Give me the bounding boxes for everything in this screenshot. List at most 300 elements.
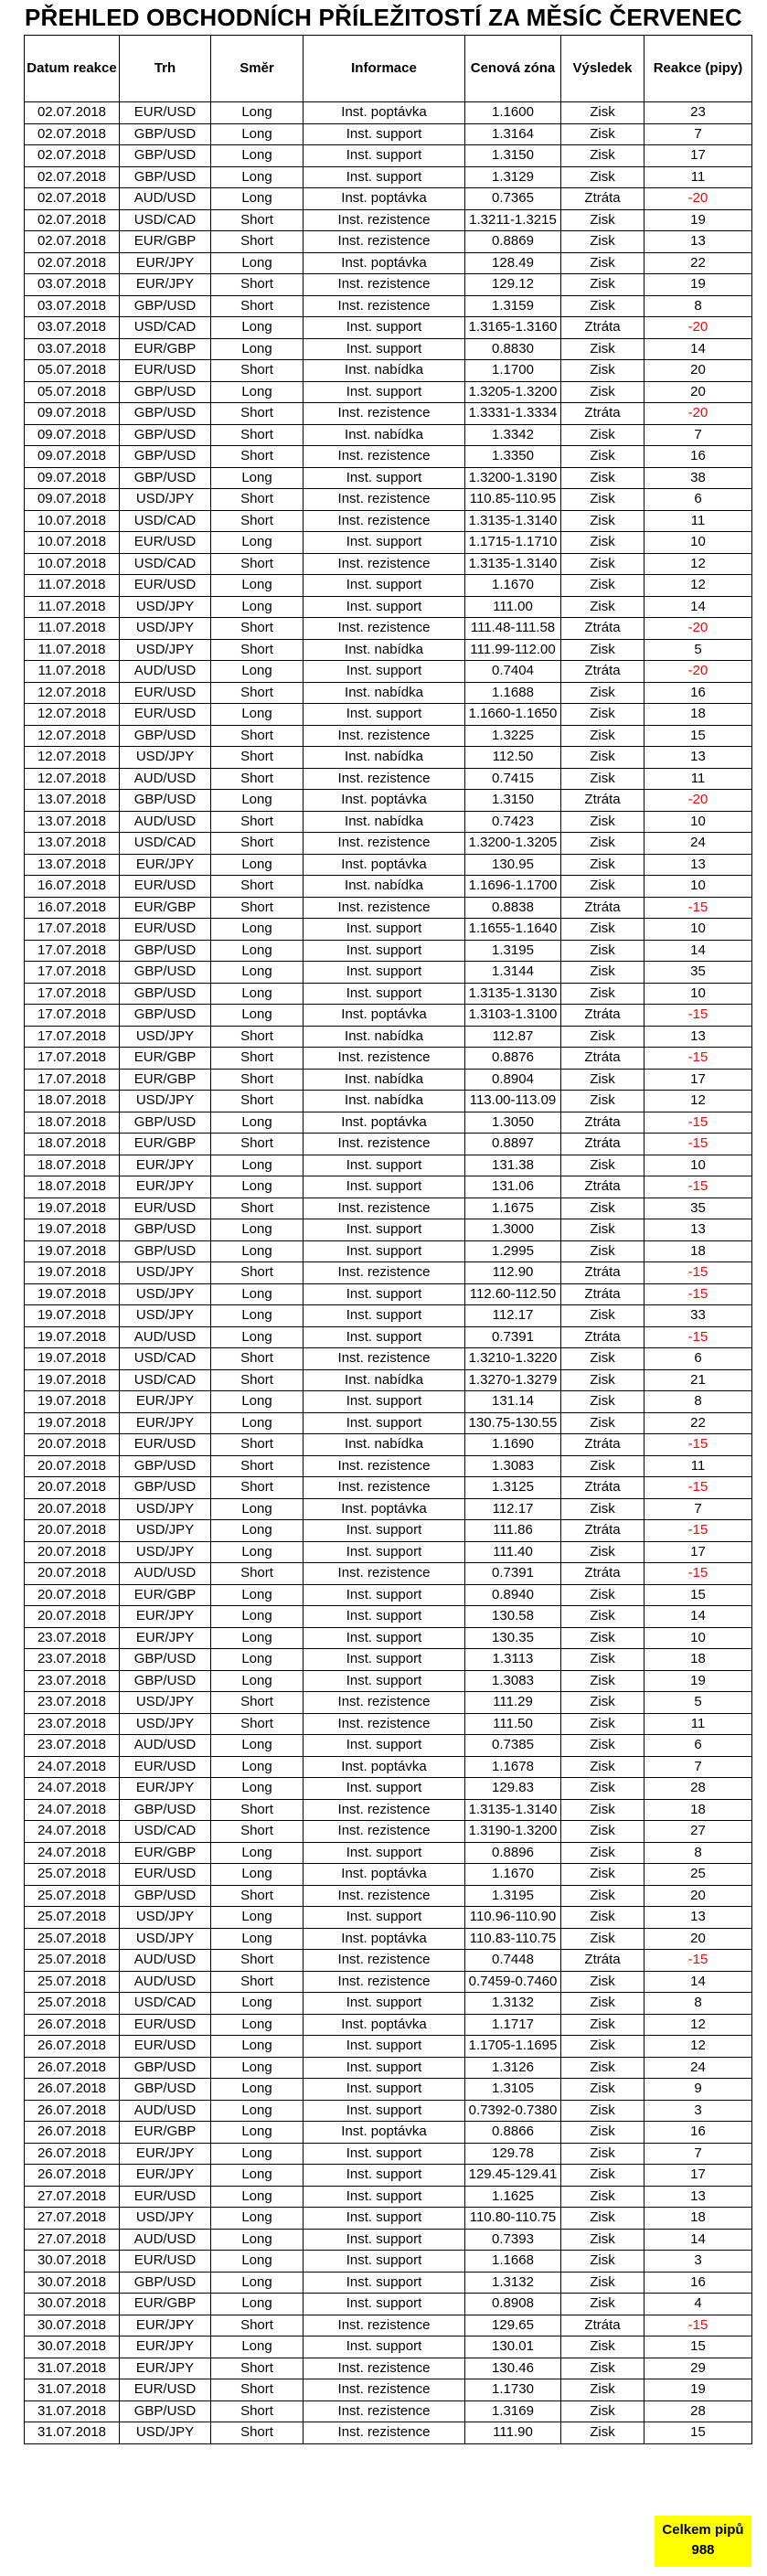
cell-result: Ztráta — [561, 1520, 644, 1542]
cell-direction: Long — [211, 2229, 304, 2251]
cell-price-zone: 0.7415 — [465, 768, 561, 790]
cell-direction: Short — [211, 811, 304, 833]
cell-price-zone: 1.3132 — [465, 2272, 561, 2294]
cell-direction: Short — [211, 553, 304, 575]
cell-direction: Long — [211, 1498, 304, 1520]
header-pips: Reakce (pipy) — [644, 36, 752, 102]
cell-market: GBP/USD — [120, 446, 211, 468]
cell-date: 03.07.2018 — [25, 274, 120, 296]
cell-result: Zisk — [561, 747, 644, 769]
cell-market: EUR/JPY — [120, 854, 211, 876]
cell-market: USD/JPY — [120, 1541, 211, 1563]
cell-information: Inst. support — [304, 467, 465, 489]
cell-pips: 14 — [644, 596, 752, 618]
cell-price-zone: 1.3159 — [465, 295, 561, 317]
cell-information: Inst. support — [304, 1155, 465, 1176]
cell-direction: Short — [211, 768, 304, 790]
cell-direction: Long — [211, 2100, 304, 2122]
cell-information: Inst. support — [304, 381, 465, 403]
cell-information: Inst. support — [304, 2100, 465, 2122]
cell-direction: Long — [211, 2336, 304, 2358]
cell-direction: Long — [211, 317, 304, 339]
cell-market: AUD/USD — [120, 661, 211, 683]
cell-price-zone: 1.1690 — [465, 1434, 561, 1456]
cell-market: EUR/GBP — [120, 897, 211, 919]
table-row — [25, 2251, 752, 2273]
cell-market: USD/JPY — [120, 1283, 211, 1305]
cell-price-zone: 1.3125 — [465, 1477, 561, 1499]
cell-information: Inst. support — [304, 1670, 465, 1692]
cell-result: Zisk — [561, 123, 644, 145]
cell-market: GBP/USD — [120, 1477, 211, 1499]
cell-pips: 15 — [644, 725, 752, 747]
table-row — [25, 1262, 752, 1284]
cell-date: 03.07.2018 — [25, 317, 120, 339]
cell-pips: 15 — [644, 2422, 752, 2444]
cell-date: 09.07.2018 — [25, 446, 120, 468]
cell-pips: 10 — [644, 1155, 752, 1176]
cell-price-zone: 0.7404 — [465, 661, 561, 683]
cell-date: 09.07.2018 — [25, 424, 120, 446]
cell-information: Inst. support — [304, 2079, 465, 2101]
cell-information: Inst. support — [304, 1584, 465, 1606]
cell-information: Inst. support — [304, 1176, 465, 1198]
table-row — [25, 1391, 752, 1413]
cell-information: Inst. rezistence — [304, 1950, 465, 1972]
cell-information: Inst. support — [304, 1842, 465, 1864]
cell-information: Inst. support — [304, 166, 465, 188]
table-row — [25, 1348, 752, 1370]
cell-result: Zisk — [561, 1219, 644, 1241]
cell-market: AUD/USD — [120, 188, 211, 210]
cell-direction: Long — [211, 661, 304, 683]
cell-information: Inst. support — [304, 1735, 465, 1757]
cell-market: EUR/USD — [120, 2186, 211, 2208]
cell-pips: 12 — [644, 1091, 752, 1112]
cell-date: 19.07.2018 — [25, 1348, 120, 1370]
cell-direction: Long — [211, 2165, 304, 2187]
cell-market: AUD/USD — [120, 1950, 211, 1972]
cell-price-zone: 1.2995 — [465, 1240, 561, 1262]
cell-result: Zisk — [561, 274, 644, 296]
cell-date: 23.07.2018 — [25, 1735, 120, 1757]
cell-pips: 17 — [644, 1541, 752, 1563]
cell-direction: Long — [211, 2251, 304, 2273]
cell-pips: 13 — [644, 854, 752, 876]
cell-direction: Long — [211, 2057, 304, 2079]
cell-market: EUR/USD — [120, 2379, 211, 2401]
cell-direction: Long — [211, 252, 304, 274]
table-row — [25, 2229, 752, 2251]
cell-result: Zisk — [561, 854, 644, 876]
cell-information: Inst. rezistence — [304, 2315, 465, 2336]
table-row — [25, 295, 752, 317]
cell-information: Inst. poptávka — [304, 1864, 465, 1886]
cell-result: Zisk — [561, 338, 644, 360]
cell-price-zone: 112.17 — [465, 1498, 561, 1520]
cell-date: 19.07.2018 — [25, 1391, 120, 1413]
cell-result: Zisk — [561, 1971, 644, 1993]
cell-pips: 28 — [644, 2400, 752, 2422]
cell-market: GBP/USD — [120, 790, 211, 812]
cell-information: Inst. poptávka — [304, 1756, 465, 1778]
cell-market: EUR/GBP — [120, 338, 211, 360]
cell-information: Inst. poptávka — [304, 2014, 465, 2036]
cell-direction: Long — [211, 1864, 304, 1886]
cell-result: Ztráta — [561, 1434, 644, 1456]
cell-price-zone: 110.96-110.90 — [465, 1907, 561, 1929]
table-row — [25, 768, 752, 790]
cell-market: EUR/USD — [120, 2014, 211, 2036]
cell-market: GBP/USD — [120, 1885, 211, 1907]
cell-price-zone: 130.46 — [465, 2358, 561, 2379]
cell-date: 24.07.2018 — [25, 1799, 120, 1821]
cell-date: 11.07.2018 — [25, 618, 120, 640]
cell-market: GBP/USD — [120, 725, 211, 747]
cell-pips: 27 — [644, 1821, 752, 1843]
cell-price-zone: 111.90 — [465, 2422, 561, 2444]
cell-date: 13.07.2018 — [25, 854, 120, 876]
cell-market: EUR/USD — [120, 1198, 211, 1219]
cell-direction: Long — [211, 2272, 304, 2294]
cell-date: 31.07.2018 — [25, 2422, 120, 2444]
cell-pips: 13 — [644, 2186, 752, 2208]
cell-direction: Long — [211, 1391, 304, 1413]
cell-result: Zisk — [561, 1993, 644, 2015]
cell-information: Inst. support — [304, 1649, 465, 1671]
table-row — [25, 790, 752, 812]
cell-price-zone: 1.3113 — [465, 1649, 561, 1671]
cell-information: Inst. rezistence — [304, 489, 465, 511]
cell-result: Zisk — [561, 639, 644, 661]
cell-result: Ztráta — [561, 661, 644, 683]
cell-result: Zisk — [561, 424, 644, 446]
cell-market: EUR/JPY — [120, 1412, 211, 1434]
cell-market: EUR/USD — [120, 1434, 211, 1456]
cell-information: Inst. support — [304, 2229, 465, 2251]
cell-price-zone: 1.3331-1.3334 — [465, 403, 561, 425]
cell-market: USD/JPY — [120, 618, 211, 640]
cell-information: Inst. support — [304, 2294, 465, 2315]
table-row — [25, 1928, 752, 1950]
cell-price-zone: 1.3195 — [465, 1885, 561, 1907]
cell-pips: 11 — [644, 768, 752, 790]
cell-direction: Short — [211, 424, 304, 446]
cell-date: 03.07.2018 — [25, 295, 120, 317]
cell-information: Inst. poptávka — [304, 252, 465, 274]
cell-information: Inst. rezistence — [304, 295, 465, 317]
cell-result: Zisk — [561, 1670, 644, 1692]
cell-market: USD/CAD — [120, 1993, 211, 2015]
cell-date: 20.07.2018 — [25, 1606, 120, 1628]
cell-information: Inst. support — [304, 940, 465, 962]
cell-direction: Long — [211, 381, 304, 403]
cell-result: Ztráta — [561, 317, 644, 339]
table-row — [25, 1369, 752, 1391]
cell-date: 24.07.2018 — [25, 1842, 120, 1864]
cell-result: Ztráta — [561, 897, 644, 919]
cell-pips: 8 — [644, 1842, 752, 1864]
cell-price-zone: 131.38 — [465, 1155, 561, 1176]
cell-result: Zisk — [561, 940, 644, 962]
cell-market: GBP/USD — [120, 166, 211, 188]
cell-pips: -15 — [644, 2315, 752, 2336]
cell-direction: Long — [211, 188, 304, 210]
cell-market: EUR/JPY — [120, 252, 211, 274]
cell-direction: Long — [211, 1670, 304, 1692]
table-row — [25, 1993, 752, 2015]
cell-market: USD/JPY — [120, 1262, 211, 1284]
cell-price-zone: 130.35 — [465, 1627, 561, 1649]
cell-result: Zisk — [561, 1498, 644, 1520]
table-row — [25, 833, 752, 855]
cell-direction: Long — [211, 596, 304, 618]
cell-direction: Short — [211, 1971, 304, 1993]
table-row — [25, 2186, 752, 2208]
cell-pips: 19 — [644, 1670, 752, 1692]
cell-result: Zisk — [561, 2336, 644, 2358]
cell-pips: 15 — [644, 1584, 752, 1606]
cell-direction: Long — [211, 940, 304, 962]
table-row — [25, 145, 752, 167]
cell-date: 02.07.2018 — [25, 102, 120, 124]
cell-information: Inst. rezistence — [304, 446, 465, 468]
cell-market: USD/JPY — [120, 639, 211, 661]
cell-result: Zisk — [561, 962, 644, 984]
cell-result: Zisk — [561, 704, 644, 726]
cell-pips: 16 — [644, 2122, 752, 2144]
cell-result: Zisk — [561, 2143, 644, 2165]
cell-date: 23.07.2018 — [25, 1627, 120, 1649]
cell-direction: Long — [211, 338, 304, 360]
table-body — [25, 102, 752, 2444]
cell-date: 13.07.2018 — [25, 811, 120, 833]
cell-information: Inst. poptávka — [304, 2122, 465, 2144]
cell-direction: Short — [211, 1348, 304, 1370]
table-row — [25, 1305, 752, 1327]
cell-market: USD/JPY — [120, 596, 211, 618]
table-row — [25, 1412, 752, 1434]
cell-pips: 12 — [644, 553, 752, 575]
table-row — [25, 1885, 752, 1907]
cell-direction: Long — [211, 919, 304, 941]
cell-result: Ztráta — [561, 2315, 644, 2336]
cell-information: Inst. rezistence — [304, 1563, 465, 1585]
cell-date: 18.07.2018 — [25, 1176, 120, 1198]
cell-result: Zisk — [561, 1069, 644, 1091]
cell-result: Zisk — [561, 2079, 644, 2101]
cell-information: Inst. nabídka — [304, 360, 465, 382]
table-row — [25, 2272, 752, 2294]
cell-pips: 5 — [644, 639, 752, 661]
cell-result: Zisk — [561, 2057, 644, 2079]
cell-pips: 14 — [644, 338, 752, 360]
cell-price-zone: 0.8904 — [465, 1069, 561, 1091]
cell-result: Zisk — [561, 1778, 644, 1800]
cell-information: Inst. rezistence — [304, 553, 465, 575]
table-row — [25, 1670, 752, 1692]
cell-pips: 28 — [644, 1778, 752, 1800]
cell-market: USD/JPY — [120, 2422, 211, 2444]
cell-price-zone: 112.60-112.50 — [465, 1283, 561, 1305]
cell-market: USD/JPY — [120, 747, 211, 769]
table-row — [25, 1155, 752, 1176]
cell-date: 19.07.2018 — [25, 1219, 120, 1241]
cell-direction: Long — [211, 1005, 304, 1027]
cell-result: Zisk — [561, 2229, 644, 2251]
cell-price-zone: 0.8838 — [465, 897, 561, 919]
cell-direction: Short — [211, 231, 304, 253]
cell-market: EUR/USD — [120, 919, 211, 941]
table-row — [25, 1950, 752, 1972]
cell-result: Zisk — [561, 1692, 644, 1714]
cell-price-zone: 0.7459-0.7460 — [465, 1971, 561, 1993]
cell-direction: Short — [211, 1434, 304, 1456]
cell-result: Ztráta — [561, 618, 644, 640]
cell-date: 17.07.2018 — [25, 983, 120, 1005]
cell-pips: -20 — [644, 403, 752, 425]
cell-direction: Long — [211, 145, 304, 167]
table-row — [25, 1326, 752, 1348]
table-row — [25, 317, 752, 339]
table-row — [25, 2014, 752, 2036]
cell-pips: 10 — [644, 532, 752, 554]
cell-direction: Long — [211, 1541, 304, 1563]
cell-price-zone: 112.87 — [465, 1026, 561, 1048]
cell-date: 26.07.2018 — [25, 2079, 120, 2101]
cell-pips: 35 — [644, 1198, 752, 1219]
cell-date: 20.07.2018 — [25, 1584, 120, 1606]
cell-direction: Short — [211, 897, 304, 919]
cell-pips: 5 — [644, 1692, 752, 1714]
cell-market: USD/JPY — [120, 2208, 211, 2230]
cell-pips: 7 — [644, 424, 752, 446]
cell-information: Inst. support — [304, 704, 465, 726]
cell-date: 30.07.2018 — [25, 2336, 120, 2358]
cell-information: Inst. support — [304, 596, 465, 618]
cell-result: Zisk — [561, 575, 644, 597]
cell-market: GBP/USD — [120, 2272, 211, 2294]
table-row — [25, 2422, 752, 2444]
cell-information: Inst. nabídka — [304, 811, 465, 833]
cell-information: Inst. support — [304, 1907, 465, 1929]
cell-result: Zisk — [561, 2208, 644, 2230]
cell-market: USD/CAD — [120, 1821, 211, 1843]
table-row — [25, 338, 752, 360]
cell-pips: -15 — [644, 1434, 752, 1456]
cell-information: Inst. support — [304, 919, 465, 941]
cell-information: Inst. nabídka — [304, 1026, 465, 1048]
cell-information: Inst. poptávka — [304, 1112, 465, 1134]
cell-price-zone: 1.3210-1.3220 — [465, 1348, 561, 1370]
cell-date: 23.07.2018 — [25, 1649, 120, 1671]
cell-market: USD/CAD — [120, 1369, 211, 1391]
cell-price-zone: 130.75-130.55 — [465, 1412, 561, 1434]
table-row — [25, 2100, 752, 2122]
cell-pips: 13 — [644, 1026, 752, 1048]
table-row — [25, 1283, 752, 1305]
cell-pips: 19 — [644, 2379, 752, 2401]
cell-direction: Short — [211, 2315, 304, 2336]
cell-price-zone: 1.3135-1.3140 — [465, 510, 561, 532]
cell-market: GBP/USD — [120, 1649, 211, 1671]
table-row — [25, 1907, 752, 1929]
cell-direction: Short — [211, 1134, 304, 1155]
cell-information: Inst. nabídka — [304, 1434, 465, 1456]
cell-date: 19.07.2018 — [25, 1305, 120, 1327]
cell-direction: Long — [211, 123, 304, 145]
cell-direction: Long — [211, 854, 304, 876]
cell-price-zone: 1.1688 — [465, 682, 561, 704]
cell-result: Zisk — [561, 2165, 644, 2187]
cell-date: 16.07.2018 — [25, 897, 120, 919]
cell-pips: 8 — [644, 295, 752, 317]
page-title: PŘEHLED OBCHODNÍCH PŘÍLEŽITOSTÍ ZA MĚSÍC ČERVENEC — [24, 4, 743, 31]
cell-market: EUR/JPY — [120, 1778, 211, 1800]
cell-information: Inst. support — [304, 1391, 465, 1413]
cell-price-zone: 129.45-129.41 — [465, 2165, 561, 2187]
cell-information: Inst. nabídka — [304, 747, 465, 769]
cell-date: 11.07.2018 — [25, 639, 120, 661]
cell-pips: -15 — [644, 1005, 752, 1027]
cell-market: EUR/JPY — [120, 1391, 211, 1413]
cell-direction: Short — [211, 639, 304, 661]
table-row — [25, 1048, 752, 1070]
cell-pips: 10 — [644, 811, 752, 833]
table-row — [25, 618, 752, 640]
cell-market: GBP/USD — [120, 381, 211, 403]
cell-direction: Short — [211, 446, 304, 468]
cell-date: 30.07.2018 — [25, 2315, 120, 2336]
cell-date: 25.07.2018 — [25, 1928, 120, 1950]
cell-date: 02.07.2018 — [25, 252, 120, 274]
cell-date: 31.07.2018 — [25, 2358, 120, 2379]
table-row — [25, 1799, 752, 1821]
cell-market: EUR/GBP — [120, 1842, 211, 1864]
cell-price-zone: 112.50 — [465, 747, 561, 769]
cell-price-zone: 1.1670 — [465, 1864, 561, 1886]
table-row — [25, 725, 752, 747]
cell-result: Zisk — [561, 2251, 644, 2273]
cell-price-zone: 1.3129 — [465, 166, 561, 188]
cell-pips: -20 — [644, 188, 752, 210]
cell-result: Zisk — [561, 2400, 644, 2422]
cell-price-zone: 111.99-112.00 — [465, 639, 561, 661]
cell-price-zone: 128.49 — [465, 252, 561, 274]
cell-result: Ztráta — [561, 403, 644, 425]
cell-information: Inst. rezistence — [304, 1348, 465, 1370]
table-row — [25, 639, 752, 661]
cell-date: 30.07.2018 — [25, 2251, 120, 2273]
table-row — [25, 274, 752, 296]
cell-market: USD/CAD — [120, 209, 211, 231]
cell-direction: Long — [211, 2036, 304, 2058]
cell-information: Inst. rezistence — [304, 725, 465, 747]
cell-direction: Long — [211, 1606, 304, 1628]
cell-pips: 16 — [644, 682, 752, 704]
cell-date: 10.07.2018 — [25, 553, 120, 575]
table-row — [25, 1563, 752, 1585]
cell-pips: 3 — [644, 2100, 752, 2122]
cell-date: 12.07.2018 — [25, 747, 120, 769]
cell-result: Zisk — [561, 1584, 644, 1606]
cell-pips: 18 — [644, 1240, 752, 1262]
cell-date: 24.07.2018 — [25, 1821, 120, 1843]
cell-market: GBP/USD — [120, 424, 211, 446]
cell-result: Zisk — [561, 2122, 644, 2144]
cell-direction: Short — [211, 1048, 304, 1070]
table-row — [25, 2122, 752, 2144]
